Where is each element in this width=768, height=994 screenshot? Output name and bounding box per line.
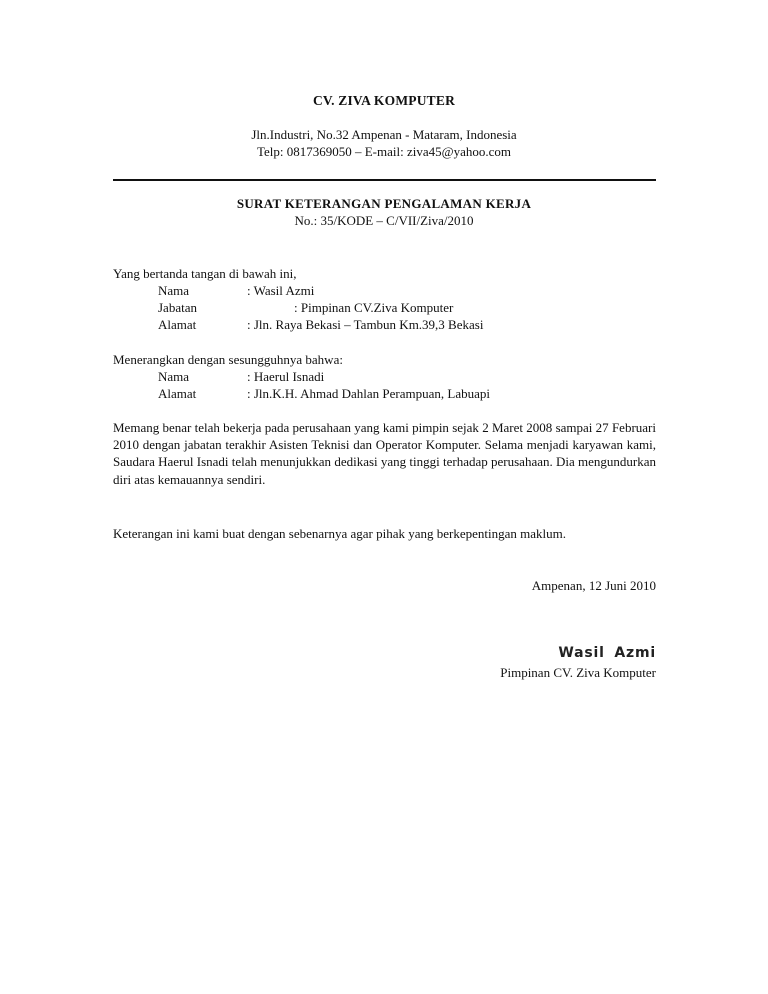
- employee-name-value: : Haerul Isnadi: [247, 369, 325, 384]
- letterhead-divider: [113, 179, 656, 181]
- place-date: Ampenan, 12 Juni 2010: [531, 578, 656, 593]
- signatory-address-value: : Jln. Raya Bekasi – Tambun Km.39,3 Bekasi: [247, 317, 484, 332]
- company-name: CV. ZIVA KOMPUTER: [312, 93, 456, 108]
- letter-number: No.: 35/KODE – C/VII/Ziva/2010: [294, 213, 474, 228]
- signatory-address-label: Alamat: [158, 317, 197, 332]
- signatory-position-value: : Pimpinan CV.Ziva Komputer: [294, 300, 454, 315]
- signatory-name-label: Nama: [158, 283, 190, 298]
- body-paragraph: Memang benar telah bekerja pada perusahaan yang kami pimpin sejak 2 Maret 2008 sampai 27 Februari 2010 dengan jabatan terakhir Asisten Teknisi dan Operator Komputer. Selama menjadi karyawan kami, Saudara Haerul Isnadi telah menunjukkan dedikasi yang tinggi terhadap perusahaan. Dia mengundurkan diri atas kemauannya sendiri.: [113, 420, 656, 487]
- signatory-name-value: : Wasil Azmi: [247, 283, 315, 298]
- letter-title: SURAT KETERANGAN PENGALAMAN KERJA: [236, 196, 532, 211]
- signatory-intro: Yang bertanda tangan di bawah ini,: [113, 266, 297, 281]
- signatory-position-label: Jabatan: [158, 300, 197, 315]
- signer-position: Pimpinan CV. Ziva Komputer: [500, 665, 656, 680]
- employee-address-value: : Jln.K.H. Ahmad Dahlan Perampuan, Labuapi: [247, 386, 490, 401]
- company-address: Jln.Industri, No.32 Ampenan - Mataram, Indonesia: [251, 127, 517, 142]
- employee-intro: Menerangkan dengan sesungguhnya bahwa:: [113, 352, 343, 367]
- closing-statement: Keterangan ini kami buat dengan sebenarnya agar pihak yang berkepentingan maklum.: [113, 526, 567, 541]
- employee-name-label: Nama: [158, 369, 190, 384]
- signer-name: Wasil Azmi: [558, 645, 656, 661]
- employee-address-label: Alamat: [158, 386, 197, 401]
- company-contact: Telp: 0817369050 – E-mail: ziva45@yahoo.com: [256, 144, 512, 159]
